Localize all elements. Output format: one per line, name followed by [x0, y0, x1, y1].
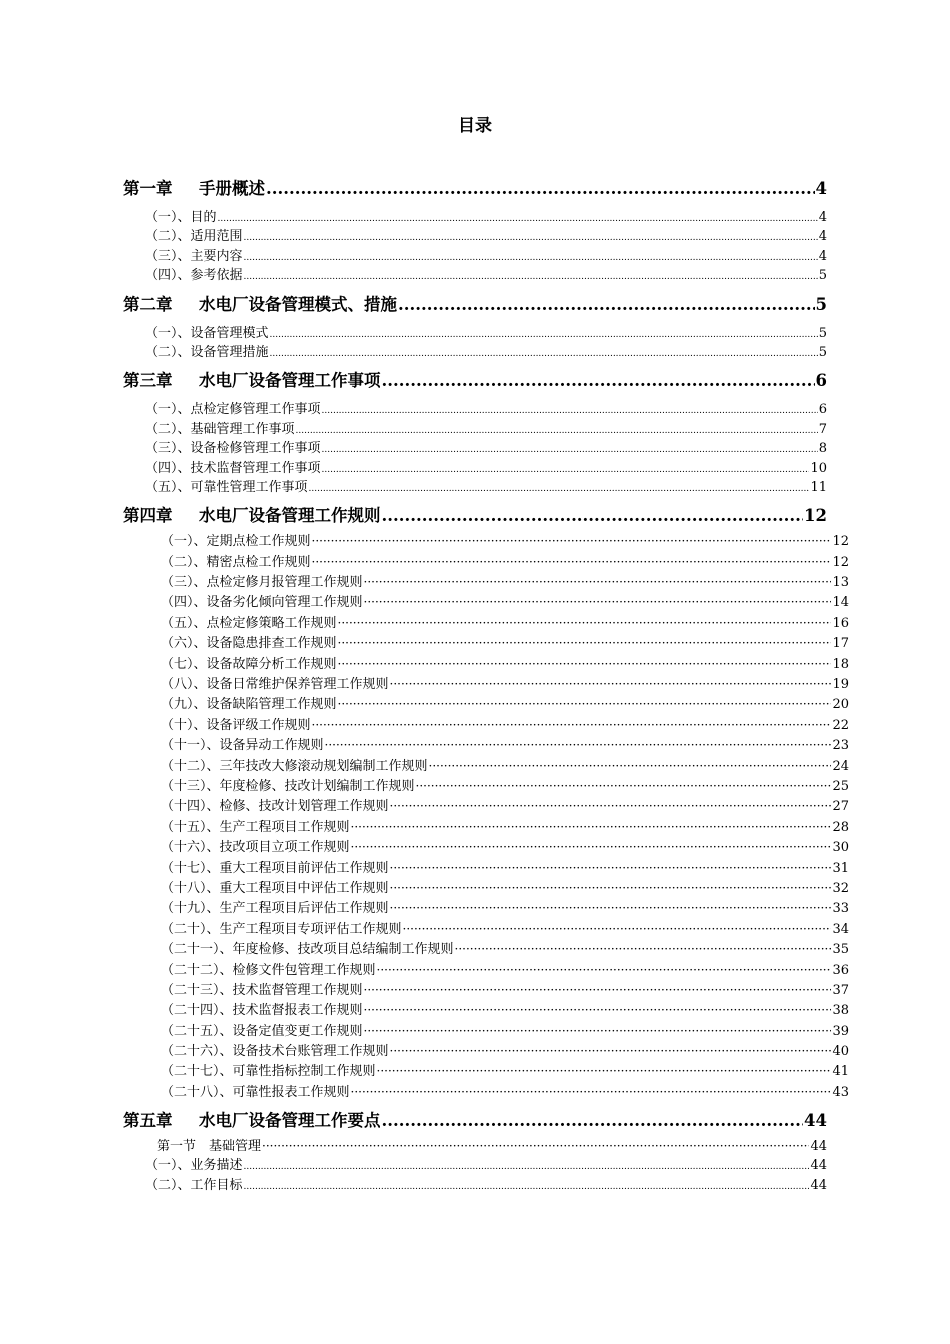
toc-entry[interactable]: （二十）、生产工程项目专项评估工作规则 ····· 34	[123, 919, 849, 939]
page-number: 44	[804, 1111, 827, 1131]
dot-leader	[377, 960, 832, 981]
dot-leader	[364, 980, 832, 1001]
chapter-title: 水电厂设备管理工作规则	[199, 506, 381, 526]
dot-leader	[270, 324, 818, 345]
toc-entry[interactable]: （一）、点检定修管理工作事项 ..... 6	[123, 400, 827, 419]
toc-entry[interactable]: （二）、精密点检工作规则 ····· 12	[123, 552, 849, 572]
dot-leader	[296, 420, 818, 441]
page-number: 28	[832, 819, 849, 835]
toc-entry[interactable]: （二十二）、检修文件包管理工作规则 ····· 36	[123, 960, 849, 980]
dot-leader	[312, 715, 832, 736]
dot-leader	[312, 531, 832, 552]
page-number: 43	[832, 1084, 849, 1100]
page-number: 24	[832, 758, 849, 774]
page-number: 6	[815, 371, 827, 391]
page-number: 4	[818, 248, 827, 264]
toc-entry[interactable]: （四）、设备劣化倾向管理工作规则 ····· 14	[123, 592, 849, 612]
toc-entry[interactable]: （九）、设备缺陷管理工作规则 ····· 20	[123, 694, 849, 714]
page-number: 25	[832, 778, 849, 794]
toc-entry[interactable]: （五）、点检定修策略工作规则 ····· 16	[123, 613, 849, 633]
toc-entry[interactable]: （十七）、重大工程项目前评估工作规则 ····· 31	[123, 858, 849, 878]
dot-leader	[338, 633, 832, 654]
toc-entry[interactable]: （六）、设备隐患排查工作规则 ····· 17	[123, 633, 849, 653]
toc-chapter-3[interactable]	[123, 370, 827, 392]
page-number: 8	[818, 441, 827, 457]
toc-entry[interactable]: （十一）、设备异动工作规则 ····· 23	[123, 735, 849, 755]
chapter-number: 第一章	[123, 179, 173, 198]
dot-leader	[382, 505, 804, 527]
dot-leader	[312, 552, 832, 573]
dot-leader	[416, 776, 832, 797]
dot-leader	[322, 459, 810, 480]
toc-entry[interactable]: （二十四）、技术监督报表工作规则 ····· 38	[123, 1000, 849, 1020]
toc-chapter-5[interactable]	[123, 1110, 827, 1132]
dot-leader	[338, 654, 832, 675]
toc-entry[interactable]: （十九）、生产工程项目后评估工作规则 ····· 33	[123, 898, 849, 918]
page-number: 7	[818, 421, 827, 437]
toc-entry[interactable]: （十八）、重大工程项目中评估工作规则 ····· 32	[123, 878, 849, 898]
dot-leader	[377, 1061, 832, 1082]
dot-leader	[390, 878, 832, 899]
dot-leader	[262, 1136, 809, 1157]
dot-leader	[390, 796, 832, 817]
toc-entry[interactable]: （二）、工作目标 ..... 44	[123, 1176, 827, 1195]
page-number: 5	[818, 344, 827, 360]
page-number: 39	[832, 1023, 849, 1039]
toc-entry[interactable]: （十六）、技改项目立项工作规则 ····· 30	[123, 837, 849, 857]
toc-entry[interactable]: （二）、适用范围 ..... 4	[123, 227, 827, 246]
page-number: 37	[832, 982, 849, 998]
dot-leader	[390, 1041, 832, 1062]
page-number: 5	[818, 325, 827, 341]
dot-leader	[398, 294, 815, 316]
page-number: 20	[832, 697, 849, 713]
toc-entry[interactable]: （二十七）、可靠性指标控制工作规则 ····· 41	[123, 1061, 849, 1081]
toc-entry[interactable]: （四）、技术监督管理工作事项 ..... 10	[123, 459, 827, 478]
dot-leader	[351, 817, 832, 838]
dot-leader	[403, 919, 832, 940]
dot-leader	[390, 674, 832, 695]
toc-chapter-1[interactable]	[123, 178, 827, 200]
page-number: 40	[832, 1044, 849, 1060]
toc-entry[interactable]: （十五）、生产工程项目工作规则 ····· 28	[123, 817, 849, 837]
page-number: 44	[810, 1158, 827, 1174]
toc-entry[interactable]: （二十一）、年度检修、技改项目总结编制工作规则 ····· 35	[123, 939, 849, 959]
page-number: 14	[832, 595, 849, 611]
toc-chapter-2[interactable]	[123, 294, 827, 316]
dot-leader	[364, 1000, 832, 1021]
toc-entry[interactable]: （二）、基础管理工作事项 ..... 7	[123, 420, 827, 439]
toc-entry[interactable]: （十）、设备评级工作规则 ····· 22	[123, 715, 849, 735]
toc-entry[interactable]: （三）、设备检修管理工作事项 ..... 8	[123, 439, 827, 458]
page-number: 44	[810, 1177, 827, 1193]
toc-entry[interactable]: （五）、可靠性管理工作事项 ..... 11	[123, 478, 827, 497]
chapter-title: 水电厂设备管理工作事项	[199, 371, 381, 391]
page-number: 33	[832, 901, 849, 917]
dot-leader	[364, 572, 832, 593]
dot-leader	[244, 1156, 810, 1177]
toc-title: 目录	[458, 116, 492, 136]
page-number: 16	[832, 615, 849, 631]
dot-leader	[382, 370, 815, 392]
page-number: 18	[832, 656, 849, 672]
toc-entry[interactable]: （一）、业务描述 ..... 44	[123, 1156, 827, 1175]
page-number: 19	[832, 677, 849, 693]
toc-entry[interactable]: （二十八）、可靠性报表工作规则 ····· 43	[123, 1082, 849, 1102]
page-number: 32	[832, 880, 849, 896]
chapter-title: 水电厂设备管理模式、措施	[199, 294, 397, 314]
toc-chapter-4[interactable]	[123, 505, 827, 527]
dot-leader	[338, 694, 832, 715]
page-number: 4	[815, 179, 827, 198]
page-number: 36	[832, 962, 849, 978]
chapter-number: 第四章	[123, 506, 173, 526]
dot-leader	[351, 1082, 832, 1103]
chapter-title: 手册概述	[199, 179, 265, 198]
toc-entry[interactable]: （三）、点检定修月报管理工作规则 ····· 13	[123, 572, 849, 592]
dot-leader	[218, 208, 818, 229]
chapter-title: 水电厂设备管理工作要点	[199, 1111, 381, 1131]
toc-entry[interactable]: （一）、设备管理模式 ..... 5	[123, 324, 827, 343]
dot-leader	[244, 1176, 810, 1197]
page-number: 41	[832, 1064, 849, 1080]
toc-entry[interactable]: （一）、定期点检工作规则 ····· 12	[123, 531, 849, 551]
toc-entry[interactable]: （八）、设备日常维护保养管理工作规则 ····· 19	[123, 674, 849, 694]
dot-leader	[322, 439, 818, 460]
dot-leader	[455, 939, 832, 960]
page-number: 34	[832, 921, 849, 937]
toc-entry[interactable]: （二十五）、设备定值变更工作规则 ····· 39	[123, 1021, 849, 1041]
dot-leader	[364, 592, 832, 613]
page-number: 12	[804, 506, 827, 526]
toc-entry[interactable]: （十三）、年度检修、技改计划编制工作规则 ····· 25	[123, 776, 849, 796]
page-number: 5	[815, 294, 827, 314]
toc-entry[interactable]: （一）、目的 ..... 4	[123, 208, 827, 227]
toc-entry[interactable]: （四）、参考依据 ..... 5	[123, 266, 827, 285]
page-number: 44	[810, 1139, 827, 1155]
dot-leader	[351, 837, 832, 858]
dot-leader	[270, 343, 818, 364]
page-number: 6	[818, 402, 827, 418]
toc-entry[interactable]: （二十六）、设备技术台账管理工作规则 ····· 40	[123, 1041, 849, 1061]
page-number: 30	[832, 840, 849, 856]
page-number: 35	[832, 942, 849, 958]
table-of-contents	[123, 178, 849, 1195]
page-number: 27	[832, 799, 849, 815]
toc-entry[interactable]: （二）、设备管理措施 ..... 5	[123, 343, 827, 362]
toc-entry[interactable]: （十四）、检修、技改计划管理工作规则 ····· 27	[123, 796, 849, 816]
toc-entry[interactable]: （十二）、三年技改大修滚动规划编制工作规则 ····· 24	[123, 756, 849, 776]
page-number: 5	[818, 268, 827, 284]
dot-leader	[266, 178, 815, 200]
dot-leader	[244, 266, 818, 287]
dot-leader	[322, 400, 818, 421]
dot-leader	[390, 858, 832, 879]
chapter-number: 第三章	[123, 371, 173, 391]
chapter-number: 第五章	[123, 1111, 173, 1131]
page-number: 38	[832, 1003, 849, 1019]
dot-leader	[244, 227, 818, 248]
page-number: 4	[818, 229, 827, 245]
dot-leader	[309, 478, 810, 499]
dot-leader	[244, 247, 818, 268]
dot-leader	[382, 1110, 804, 1132]
page-number: 13	[832, 575, 849, 591]
page-number: 10	[810, 460, 827, 476]
page-number: 4	[818, 210, 827, 225]
page-number: 12	[832, 554, 849, 570]
toc-entry[interactable]: （七）、设备故障分析工作规则 ····· 18	[123, 654, 849, 674]
dot-leader	[364, 1021, 832, 1042]
page-number: 11	[810, 479, 827, 495]
dot-leader	[390, 898, 832, 919]
page-number: 23	[832, 738, 849, 754]
toc-section[interactable]: 第一节 基础管理 ····· 44	[123, 1136, 827, 1156]
dot-leader	[429, 756, 832, 777]
page-number: 17	[832, 636, 849, 652]
dot-leader	[325, 735, 832, 756]
toc-entry[interactable]: （二十三）、技术监督管理工作规则 ····· 37	[123, 980, 849, 1000]
page-number: 31	[832, 860, 849, 876]
page-number: 22	[832, 717, 849, 733]
chapter-number: 第二章	[123, 294, 173, 314]
dot-leader	[338, 613, 832, 634]
toc-entry[interactable]: （三）、主要内容 ..... 4	[123, 247, 827, 266]
page-number: 12	[832, 534, 849, 550]
